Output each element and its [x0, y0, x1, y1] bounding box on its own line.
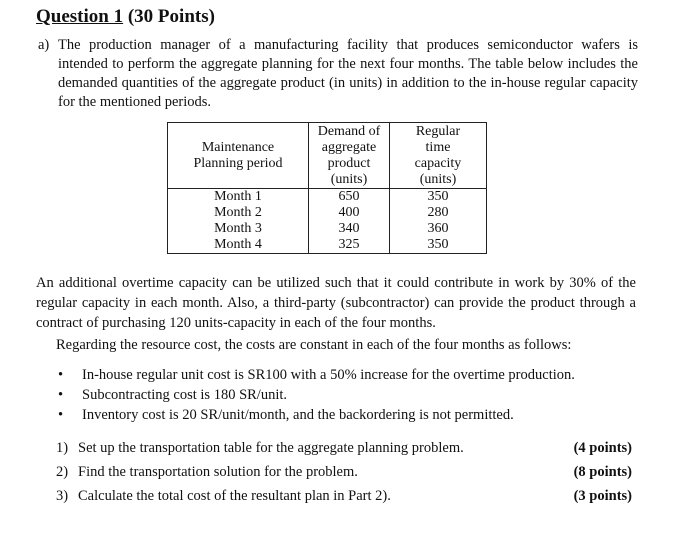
question-title-points: (30 Points) [123, 6, 215, 27]
header-capacity: Regular time capacity (units) [390, 123, 487, 189]
bullet-icon: • [58, 407, 64, 423]
overtime-paragraph: An additional overtime capacity can be utilized such that it could contribute in work by 30% of the regular capacity in each month. Also, a third-party (subcontractor) can provide the product through a contract of purchasing 120 units-capacity in each of the four months. [36, 275, 636, 331]
question-title [36, 6, 215, 28]
capacity-cell: 350 280 360 350 [390, 189, 487, 254]
demand-cell: 650 400 340 325 [309, 189, 390, 254]
cost-paragraph: Regarding the resource cost, the costs are constant in each of the four months as follows: [56, 337, 572, 353]
points-label: (8 points) [573, 464, 632, 480]
bullet-icon: • [58, 387, 64, 403]
cost-list [58, 365, 575, 425]
part-a [38, 36, 638, 112]
table-row [168, 189, 487, 254]
capacity-table [167, 122, 487, 254]
question-item-2: 2) Find the transportation solution for the problem. (8 points) [56, 464, 632, 480]
bullet-icon: • [58, 367, 64, 383]
list-item: • Subcontracting cost is 180 SR/unit. [58, 387, 288, 403]
points-label: (3 points) [573, 488, 632, 504]
question-item-3: 3) Calculate the total cost of the resultant plan in Part 2). (3 points) [56, 488, 632, 504]
period-cell: Month 1 Month 2 Month 3 Month 4 [168, 189, 309, 254]
list-item: • Inventory cost is 20 SR/unit/month, and the backordering is not permitted. [58, 407, 514, 423]
part-a-text: The production manager of a manufacturing facility that produces semiconductor wafers is intended to perform the aggregate planning for the next four months. The table below includes the demanded quantities of the aggregate product (in units) in addition to the in-house regular capacity for the mentioned periods. [58, 37, 638, 110]
part-a-label: a) [38, 37, 50, 53]
header-demand: Demand of aggregate product (units) [309, 123, 390, 189]
points-label: (4 points) [573, 440, 632, 456]
list-item: • In-house regular unit cost is SR100 with a 50% increase for the overtime production. [58, 367, 575, 383]
question-title-main: Question 1 [36, 6, 124, 27]
question-item-1: 1) Set up the transportation table for the aggregate planning problem. (4 points) [56, 440, 632, 456]
header-period: Maintenance Planning period [168, 123, 309, 189]
